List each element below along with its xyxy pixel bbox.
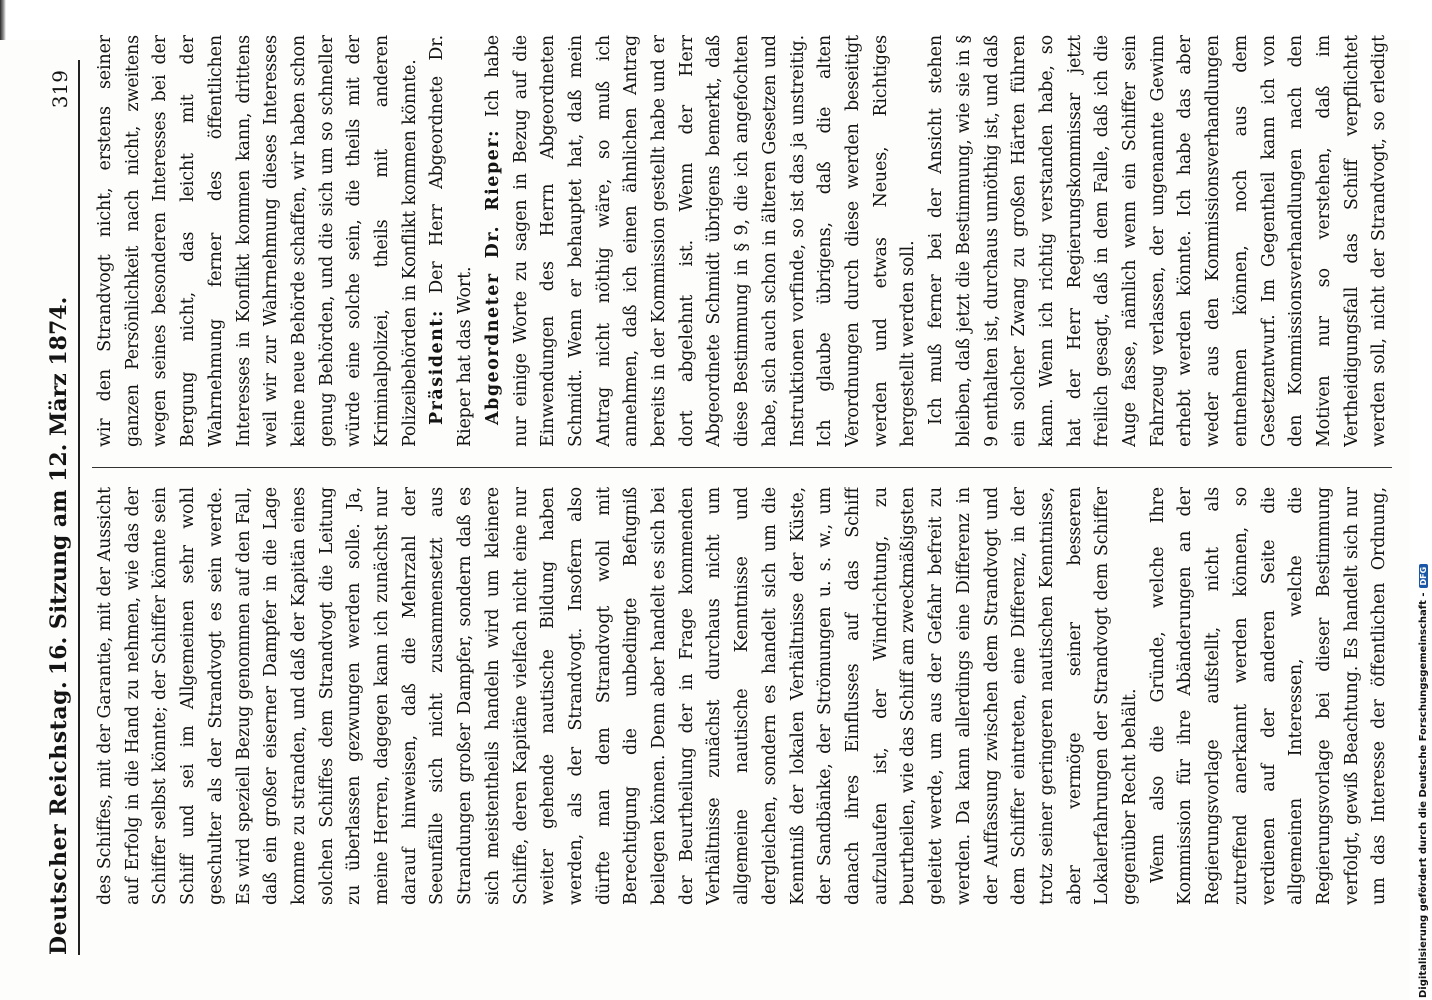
paragraph <box>92 487 1145 905</box>
header-publication: Deutscher Reichstag. <box>46 680 72 955</box>
page-number: 319 <box>48 70 72 109</box>
scanned-page <box>0 35 1410 1000</box>
credit-text: Digitalisierung gefördert durch die Deutsche Forschungsgemeinschaft - <box>1418 592 1429 998</box>
digitization-credit <box>1418 8 1432 998</box>
paragraph-text: Der Herr Abgeordnete Dr. Rieper hat das Wort. <box>427 35 476 447</box>
paragraph <box>923 35 1392 447</box>
page-header <box>38 60 80 955</box>
column-divider <box>92 467 1392 468</box>
speaker-label: Präsident: <box>427 309 448 425</box>
text-column-left <box>92 487 1392 905</box>
paragraph <box>1145 487 1392 905</box>
credit-line <box>1418 8 1432 998</box>
speaker-label: Abgeordneter Dr. Rieper: <box>482 129 503 425</box>
paragraph-text: Wenn also die Gründe, welche Ihre Kommission für ihre Abänderungen an der Regierungsvorlage aufstellt, nicht als zutreffend anerkannt werden können, so verdienen auf der anderen Seite die allgemeinen Interessen, welche die Regierungsvorlage bei dieser Bestimmung verfolgt, gewiß Beachtung. Es handelt sich nur um das Interesse der öffentlichen Ordnung, <box>1147 487 1390 905</box>
paragraph-text: Ich muß ferner bei der Ansicht stehen bleiben, daß jetzt die Bestimmung, wie sie in § 9 enthalten ist, durchaus unnöthig ist, und daß ein solcher Zwang zu großen Härten führen kann. Wenn ich richtig verstanden habe, so hat der Herr Regierungskommissar jetzt freilich gesagt, daß in dem Falle, daß ich die Auge fasse, nämlich wenn ein Schiffer sein Fahrzeug verlassen, der ungenannte Gewinn erhebt werden könnte. Ich habe das aber weder aus den Kommissionsverhandlungen entnehmen können, noch aus dem Gesetzentwurf. Im Gegentheil kann ich von den Kommissionsverhandlungen nach den Motiven nur so verstehen, daß im Vertheidigungsfall das Schiff verpflichtet werden soll, nicht der Strandvogt, so erledigt <box>926 35 1390 447</box>
paragraph-text: Ich habe nur einige Worte zu sagen in Bezug auf die Einwendungen des Herrn Abgeordneten Schmidt. Wenn er behauptet hat, daß mein Antrag nicht nöthig wäre, so muß ich annehmen, daß ich einen ähnlichen Antrag bereits in der Kommission gestellt habe und er dort abgelehnt ist. Wenn der Herr Abgeordnete Schmidt übrigens bemerkt, daß diese Bestimmung in § 9, die ich angefochten habe, sich auch schon in älteren Gesetzen und Instruktionen vorfinde, so ist das ja unstreitig. Ich glaube übrigens, daß die alten Verordnungen durch diese werden beseitigt werden und etwas Neues, Richtiges hergestellt werden soll. <box>482 35 919 447</box>
paragraph-text: des Schiffes, mit der Garantie, mit der Aussicht auf Erfolg in die Hand zu nehmen, wie das der Schiffer selbst könnte; der Schiffer könnte sein Schiff und sei im Allgemeinen sehr wohl geschulter als der Strandvogt es sein werde. Es wird speziell Bezug genommen auf den Fall, daß ein großer eiserner Dampfer in die Lage komme zu stranden, und daß der Kapitän eines solchen Schiffes dem Strandvogt die Leitung zu überlassen gezwungen werden solle. Ja, meine Herren, dagegen kann ich zunächst nur darauf hinweisen, daß die Mehrzahl der Seeunfälle sich nicht zusammensetzt aus Strandungen großer Dampfer, sondern daß es sich meistentheils handeln wird um kleinere Schiffe, deren Kapitäne vielfach nicht eine nur weiter gehende nautische Bildung haben werden, als der Strandvogt. Insofern also dürfte man dem Strandvogt wohl mit Berechtigung die unbedingte Befugniß beilegen können. Denn aber handelt es sich bei der Beurtheilung der in Frage kommenden Verhältnisse zunächst durchaus nicht um allgemeine nautische Kenntnisse und dergleichen, sondern es handelt sich um die Kenntniß der lokalen Verhältnisse der Küste, der Sandbänke, der Strömungen u. s. w., um danach ihres Einflusses auf das Schiff aufzulaufen ist, der Windrichtung, zu beurtheilen, wie das Schiff am zweckmäßigsten geleitet werde, um aus der Gefahr befreit zu werden. Da kann allerdings eine Differenz in der Auffassung zwischen dem Strandvogt und dem Schiffer eintreten, eine Differenz, in der trotz seiner geringeren nautischen Kenntnisse, aber vermöge seiner besseren Lokalerfahrungen der Strandvogt dem Schiffer gegenüber Recht behält. <box>95 487 1141 905</box>
dfg-logo: DFG <box>1419 564 1428 589</box>
paragraph <box>92 35 424 447</box>
paragraph-text: wir den Strandvogt nicht, erstens seiner ganzen Persönlichkeit nach nicht, zweitens wegen seines besonderen Interesses bei der Bergung nicht, das leicht mit der Wahrnehmung ferner des öffentlichen Interesses in Konflikt kommen kann, drittens weil wir zur Wahrnehmung dieses Interesses keine neue Behörde schaffen, wir haben schon genug Behörden, und die sich um so schneller würde eine solche sein, die theils mit der Kriminalpolizei, theils mit anderen Polizeibehörden in Konflikt kommen könnte. <box>95 35 420 447</box>
text-column-right <box>92 35 1392 447</box>
header-session: 16. Sitzung am 12. März 1874. <box>46 296 72 675</box>
paragraph <box>480 35 923 447</box>
paragraph <box>424 35 479 447</box>
